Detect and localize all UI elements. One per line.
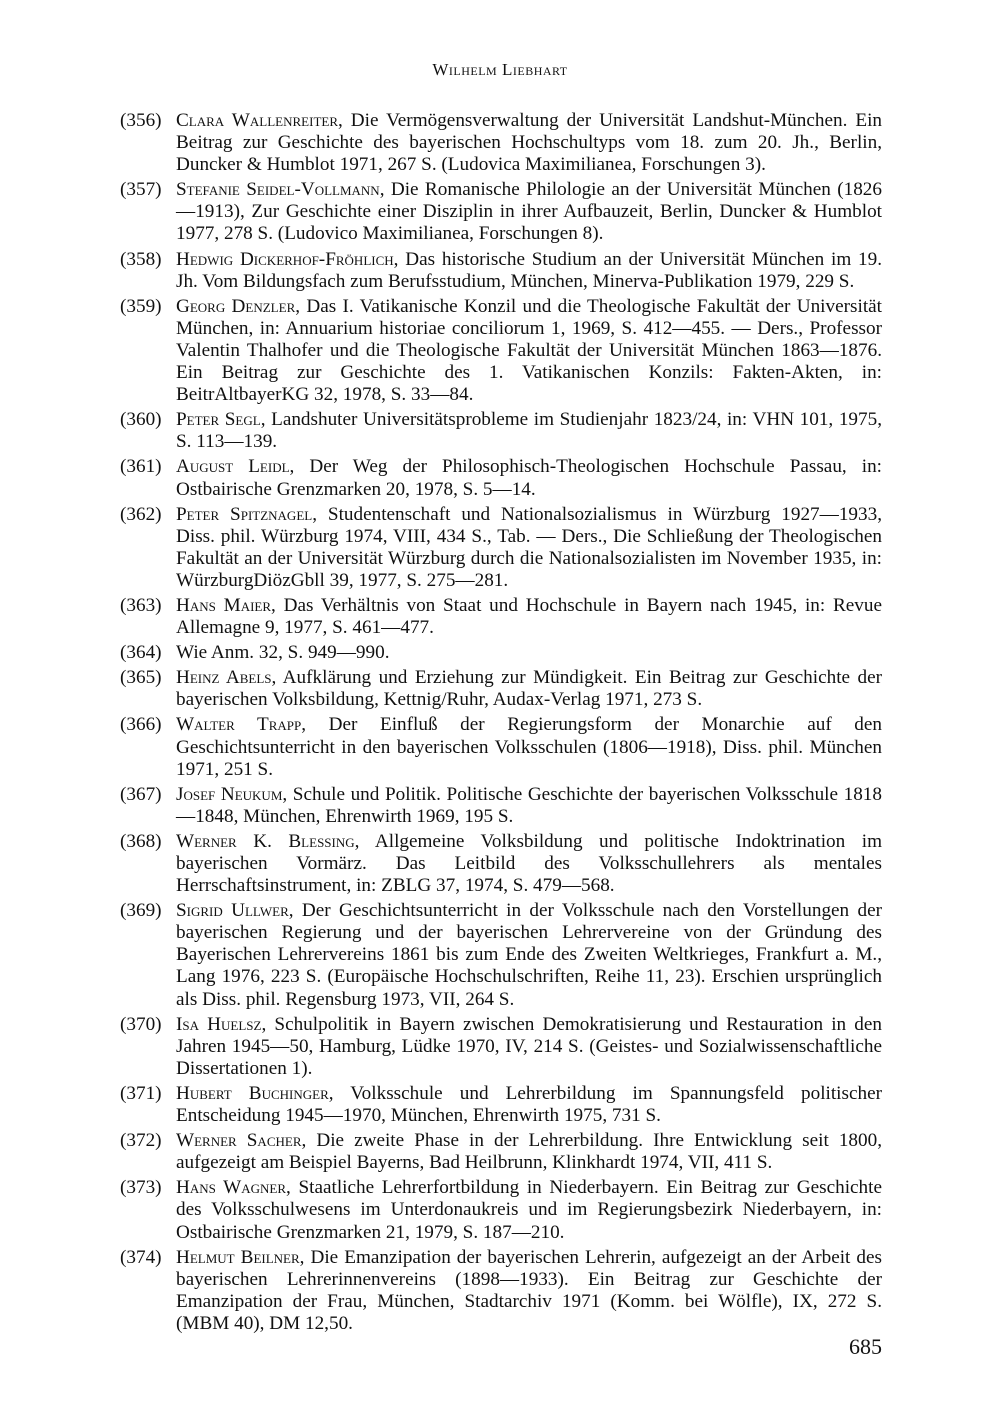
- footnote-365: [120, 667, 882, 711]
- footnote-number: (368): [120, 830, 162, 852]
- footnote-364: [120, 642, 882, 664]
- footnote-text: [176, 831, 882, 897]
- footnote-author: Heinz Abels: [176, 667, 272, 689]
- footnote-citation: , Staatliche Lehrerfortbildung in Niederbayern. Ein Beitrag zur Geschichte des Volksschulwesens im Unterdonaukreis und im Regierungsbezirk Niederbayern, in: Ostbairische Grenzmarken 21, 1979, S. 187—210.: [176, 1177, 883, 1243]
- footnote-360: [120, 409, 882, 453]
- footnote-citation: , Volksschule und Lehrerbildung im Spannungsfeld politischer Entscheidung 1945—1970, München, Ehrenwirth 1975, 731 S.: [176, 1082, 882, 1127]
- footnote-number: (369): [120, 900, 162, 922]
- footnote-361: [120, 456, 882, 500]
- footnote-citation: , Schule und Politik. Politische Geschichte der bayerischen Volksschule 1818—1848, München, Ehrenwirth 1969, 195 S.: [176, 783, 882, 827]
- footnote-citation: Wie Anm. 32, S. 949—990.: [176, 642, 390, 664]
- footnote-number: (365): [120, 667, 162, 689]
- footnote-number: (363): [120, 594, 162, 616]
- footnote-373: [120, 1177, 882, 1243]
- footnote-text: [176, 784, 882, 828]
- footnote-text: [176, 249, 882, 293]
- footnote-text: [176, 456, 882, 500]
- footnote-author: August Leidl: [176, 456, 290, 478]
- footnote-number: (359): [120, 295, 162, 317]
- footnote-author: Werner K. Blessing: [176, 830, 355, 852]
- footnote-number: (358): [120, 248, 162, 270]
- footnote-text: [176, 504, 882, 592]
- footnote-citation: , Die zweite Phase in der Lehrerbildung. Ihre Entwicklung seit 1800, aufgezeigt am Beispiel Bayerns, Bad Heilbrunn, Klinkhardt 1974, VII, 411 S.: [176, 1130, 882, 1174]
- footnote-372: [120, 1130, 882, 1174]
- footnote-number: (374): [120, 1246, 162, 1268]
- footnote-citation: , Der Einfluß der Regierungsform der Monarchie auf den Geschichtsunterricht in den bayerischen Volksschulen (1806—1918), Diss. phil. München 1971, 251 S.: [176, 714, 882, 780]
- footnote-359: [120, 296, 882, 406]
- footnote-number: (360): [120, 409, 162, 431]
- footnote-list: [120, 110, 882, 1338]
- footnote-text: [176, 1247, 882, 1335]
- footnote-362: [120, 504, 882, 592]
- footnote-number: (357): [120, 179, 162, 201]
- footnote-text: [176, 1014, 882, 1080]
- footnote-text: [176, 1130, 882, 1174]
- footnote-text: [176, 1177, 882, 1243]
- footnote-number: (372): [120, 1130, 162, 1152]
- footnote-number: (364): [120, 642, 162, 664]
- footnote-citation: , Allgemeine Volksbildung und politische Indoktrination im bayerischen Vormärz. Das Leitbild des Volksschullehrers als mentales Herrschaftsinstrument, in: ZBLG 37, 1974, S. 479—568.: [176, 830, 882, 897]
- footnote-text: [176, 667, 882, 711]
- footnote-number: (366): [120, 714, 162, 736]
- footnote-358: [120, 249, 882, 293]
- footnote-369: [120, 900, 882, 1010]
- footnote-author: Hedwig Dickerhof-Fröhlich: [176, 248, 394, 270]
- footnote-author: Hubert Buchinger: [176, 1082, 329, 1104]
- footnote-363: [120, 595, 882, 639]
- footnote-number: (371): [120, 1082, 162, 1104]
- footnote-370: [120, 1014, 882, 1080]
- footnote-citation: , Das Verhältnis von Staat und Hochschule in Bayern nach 1945, in: Revue Allemagne 9, 1977, S. 461—477.: [176, 594, 882, 639]
- footnote-text: [176, 179, 882, 245]
- footnote-citation: , Landshuter Universitätsprobleme im Studienjahr 1823/24, in: VHN 101, 1975, S. 113—139.: [176, 409, 882, 453]
- footnote-citation: , Die Emanzipation der bayerischen Lehrerin, aufgezeigt an der Arbeit des bayerischen Lehrerinnenvereins (1898—1933). Ein Beitrag zur Geschichte der Emanzipation der Frau, München, Stadtarchiv 1971 (Komm. bei Wölfle), IX, 272 S. (MBM 40), DM 12,50.: [176, 1246, 882, 1334]
- footnote-text: [176, 714, 882, 780]
- footnote-author: Georg Denzler: [176, 295, 296, 317]
- footnote-citation: , Aufklärung und Erziehung zur Mündigkeit. Ein Beitrag zur Geschichte der bayerischen Volksbildung, Kettnig/Ruhr, Audax-Verlag 1971, 273 S.: [176, 667, 883, 711]
- footnote-356: [120, 110, 882, 176]
- footnote-citation: , Das historische Studium an der Universität München im 19. Jh. Vom Bildungsfach zum Berufsstudium, München, Minerva-Publikation 1979, 229 S.: [176, 248, 882, 292]
- footnote-number: (367): [120, 783, 162, 805]
- footnote-author: Sigrid Ullwer: [176, 900, 289, 922]
- footnote-number: (370): [120, 1013, 162, 1035]
- footnote-text: [176, 1083, 882, 1127]
- footnote-author: Helmut Beilner: [176, 1246, 300, 1268]
- footnote-368: [120, 831, 882, 897]
- footnote-author: Hans Maier: [176, 594, 272, 616]
- footnote-citation: , Das I. Vatikanische Konzil und die Theologische Fakultät der Universität München, in: Annuarium historiae conciliorum 1, 1969, S. 412—455. — Ders., Professor Valentin Thalhofer und die Theologische Fakultät der Universität München 1863—1876. Ein Beitrag zur Geschichte des 1. Vatikanischen Konzils: Fakten-Akten, in: BeitrAltbayerKG 32, 1978, S. 33—84.: [176, 295, 882, 406]
- footnote-citation: , Studentenschaft und Nationalsozialismus in Würzburg 1927—1933, Diss. phil. Würzburg 1974, VIII, 434 S., Tab. — Ders., Die Schließung der Theologischen Fakultät an der Universität Würzburg durch die Nationalsozialisten im November 1935, in: WürzburgDiözGbll 39, 1977, S. 275—281.: [176, 503, 882, 591]
- footnote-371: [120, 1083, 882, 1127]
- footnote-citation: , Schulpolitik in Bayern zwischen Demokratisierung und Restauration in den Jahren 1945—50, Hamburg, Lüdke 1970, IV, 214 S. (Geistes- und Sozialwissenschaftliche Dissertationen 1).: [176, 1013, 882, 1079]
- footnote-366: [120, 714, 882, 780]
- footnote-citation: , Der Weg der Philosophisch-Theologischen Hochschule Passau, in: Ostbairische Grenzmarken 20, 1978, S. 5—14.: [176, 456, 882, 500]
- footnote-citation: , Die Vermögensverwaltung der Universität Landshut-München. Ein Beitrag zur Geschichte des bayerischen Hochschultyps vom 18. zum 20. Jh., Berlin, Duncker & Humblot 1971, 267 S. (Ludovica Maximilianea, Forschungen 3).: [176, 110, 882, 176]
- footnote-text: [176, 409, 882, 453]
- footnote-author: Stefanie Seidel-Vollmann: [176, 179, 380, 201]
- footnote-number: (362): [120, 503, 162, 525]
- footnote-357: [120, 179, 882, 245]
- footnote-author: Peter Spitznagel: [176, 503, 313, 525]
- footnote-author: Clara Wallenreiter: [176, 110, 338, 131]
- page-number: 685: [849, 1334, 882, 1359]
- footnote-374: [120, 1247, 882, 1335]
- footnote-author: Isa Huelsz: [176, 1013, 262, 1035]
- footnote-author: Werner Sacher: [176, 1130, 302, 1152]
- footnote-author: Peter Segl: [176, 409, 261, 431]
- footnote-author: Josef Neukum: [176, 783, 283, 805]
- footnote-text: [176, 595, 882, 639]
- footnote-367: [120, 784, 882, 828]
- footnote-text: [176, 642, 882, 664]
- footnote-author: Hans Wagner: [176, 1177, 287, 1199]
- footnote-author: Walter Trapp: [176, 714, 302, 736]
- footnote-citation: , Die Romanische Philologie an der Universität München (1826—1913), Zur Geschichte einer Disziplin in ihrer Aufbauzeit, Berlin, Duncker & Humblot 1977, 278 S. (Ludovico Maximilianea, Forschungen 8).: [176, 179, 882, 245]
- footnote-text: [176, 296, 882, 406]
- footnote-number: (361): [120, 456, 162, 478]
- footnote-text: [176, 900, 882, 1010]
- footnote-citation: , Der Geschichtsunterricht in der Volksschule nach den Vorstellungen der bayerischen Regierung und der bayerischen Lehrervereine von der Gründung des Bayerischen Lehrervereins 1861 bis zum Ende des Zweiten Weltkrieges, Frankfurt a. M., Lang 1976, 223 S. (Europäische Hochschulschriften, Reihe 11, 23). Erschien ursprünglich als Diss. phil. Regensburg 1973, VII, 264 S.: [176, 900, 882, 1010]
- running-header: Wilhelm Liebhart: [432, 60, 568, 79]
- footnote-number: (356): [120, 110, 162, 131]
- footnote-text: [176, 110, 882, 176]
- footnote-number: (373): [120, 1177, 162, 1199]
